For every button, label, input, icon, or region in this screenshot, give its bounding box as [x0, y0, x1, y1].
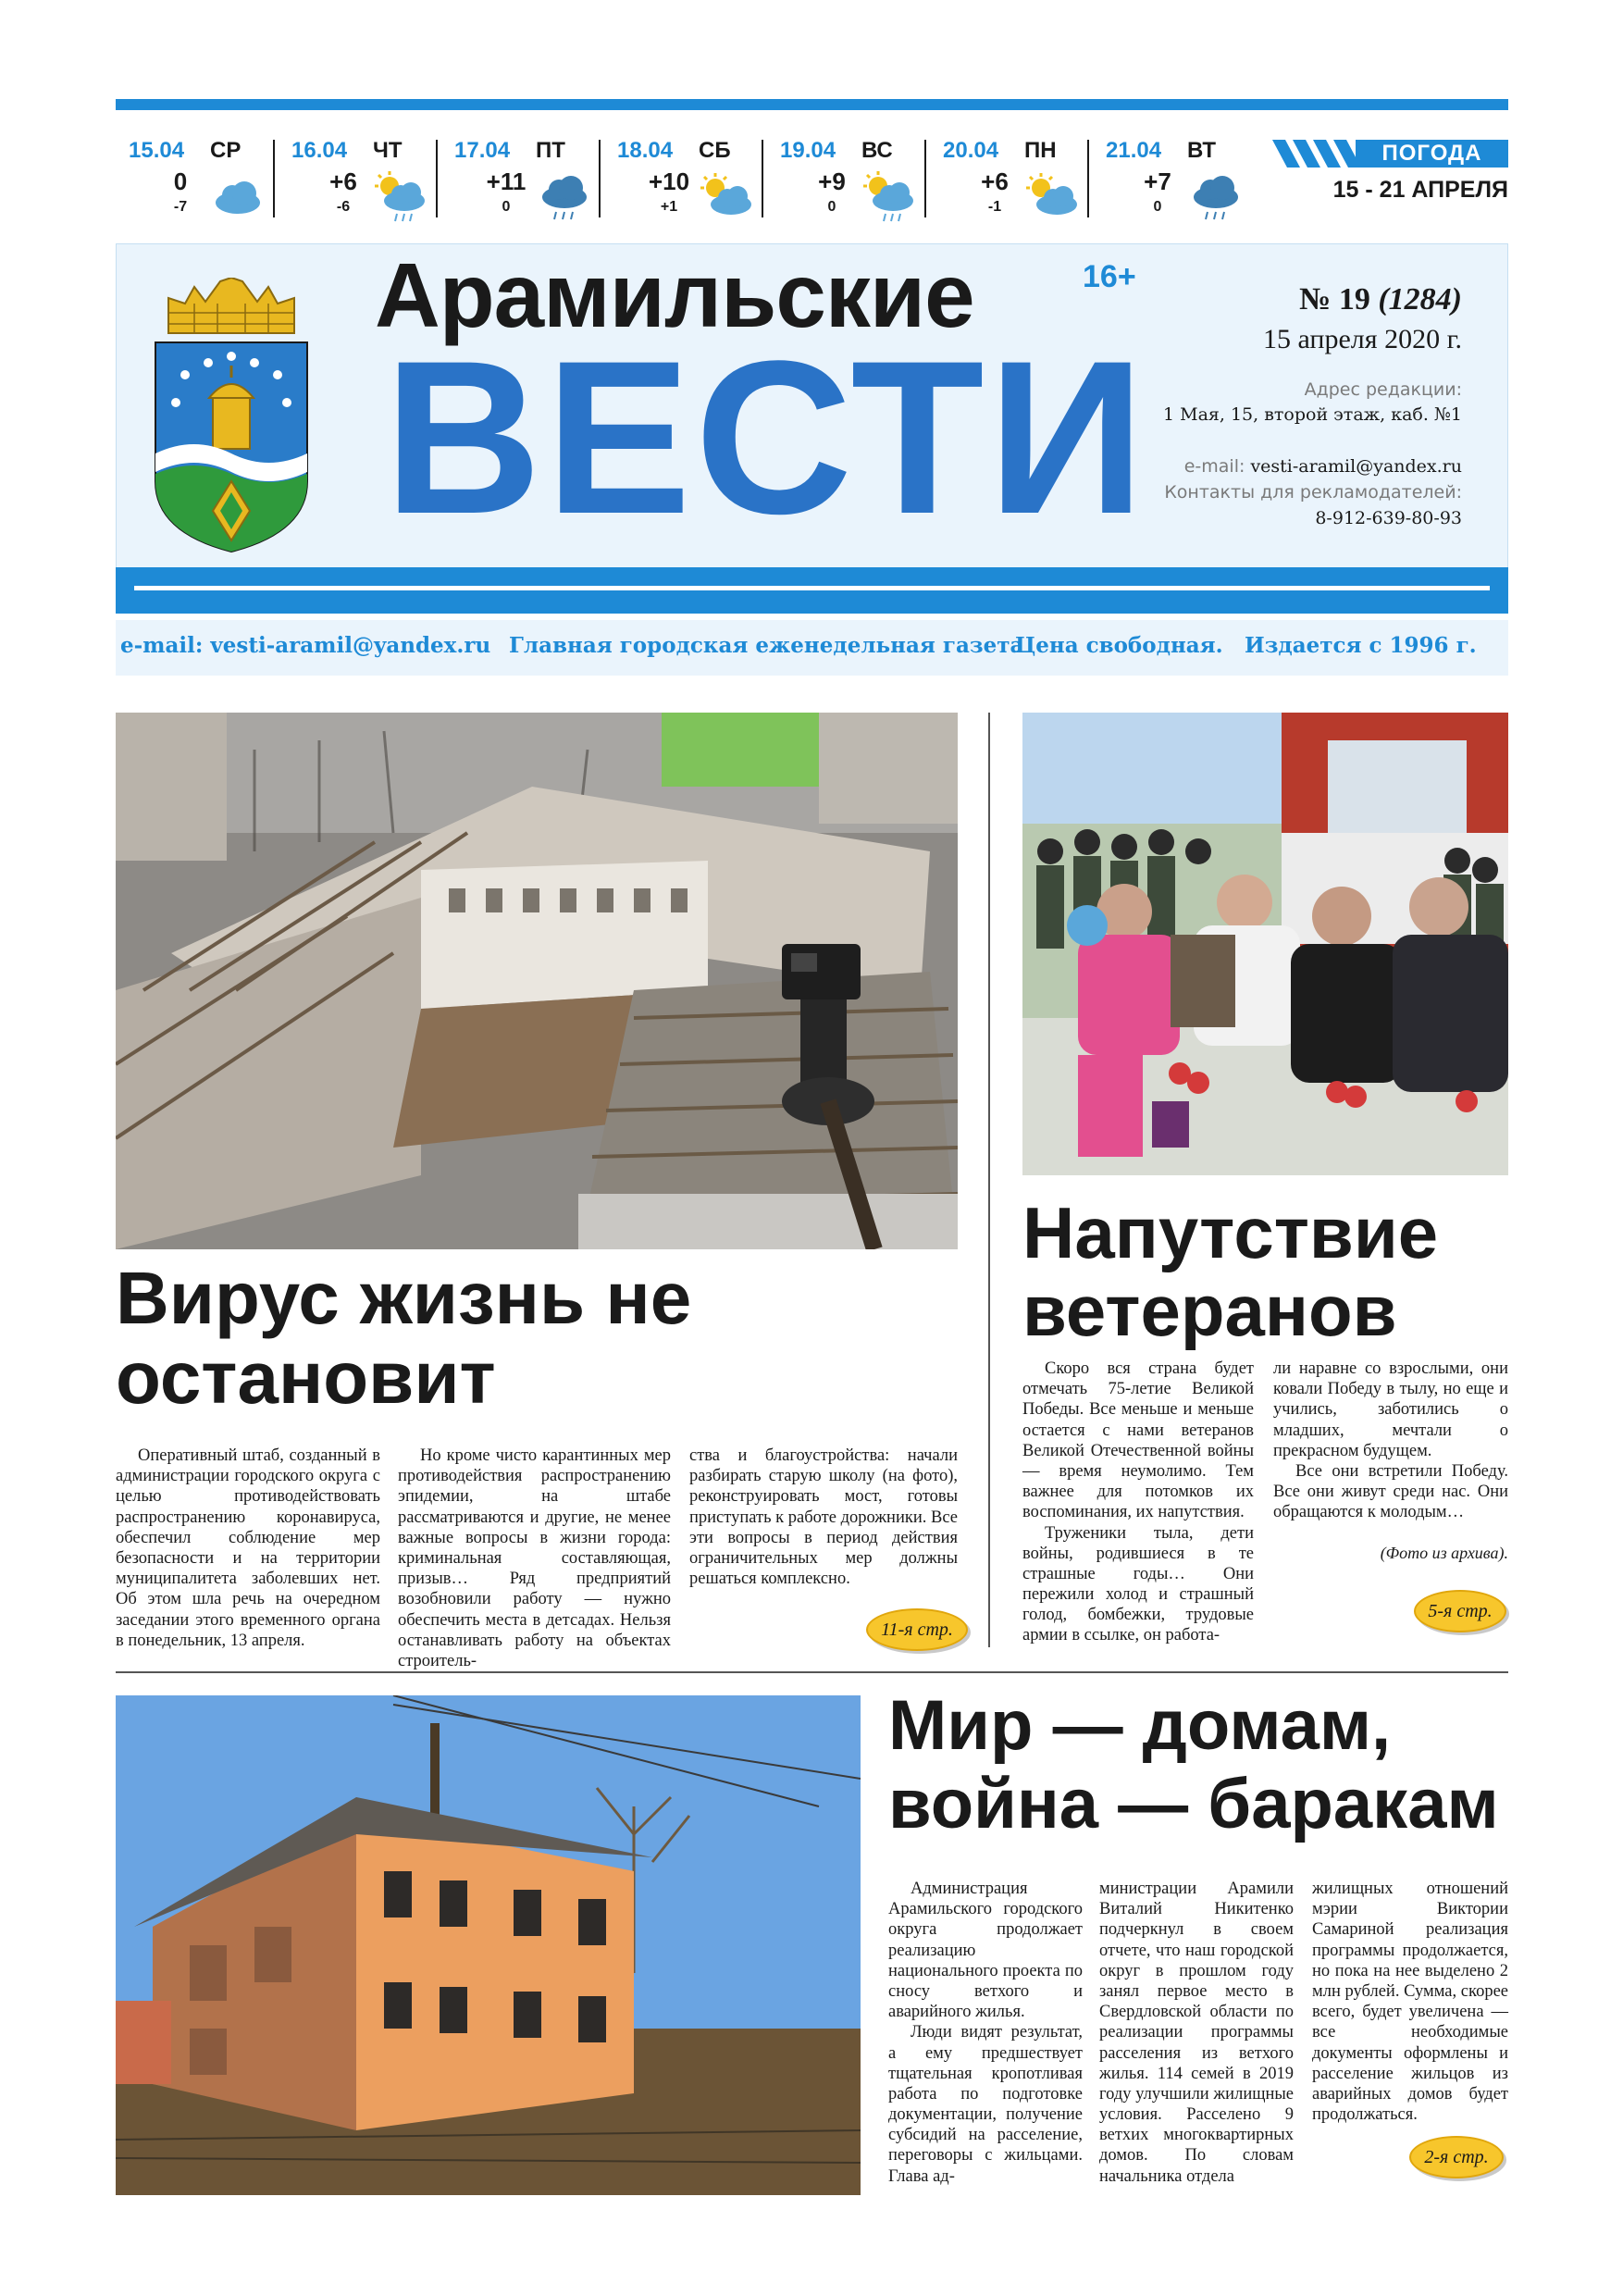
- story3-column-2: министрации Арамили Виталий Никитенко подчеркнул в своем отчете, что наш городской округ в прошлом году занял первое место в Свердловской области по реализации программы расселения из ветхого жилья. 114 семей в 2019 году улучшили жилищные условия. Расселено 9 ветхих многоквартирных домов. По словам начальника отдела: [1099, 1880, 1294, 2186]
- weather-day: [930, 127, 1087, 236]
- sun-cloud-rain-icon: [373, 171, 430, 225]
- weather-date: 21.04: [1106, 138, 1162, 163]
- photo-old-school-image: [116, 713, 958, 1249]
- weather-dow: ПТ: [536, 138, 565, 163]
- weather-separator: [762, 140, 763, 217]
- issue-total-value: (1284): [1378, 282, 1462, 316]
- rain-cloud-icon: [536, 171, 593, 225]
- weather-high: +11: [486, 168, 527, 195]
- weather-separator: [599, 140, 601, 217]
- weather-separator: [1087, 140, 1089, 217]
- top-rule: [116, 99, 1508, 110]
- sun-cloud-rain-icon: [861, 171, 919, 225]
- weather-header: [1263, 136, 1508, 229]
- horizontal-rule: [116, 1671, 1508, 1673]
- story2-paragraph: Скоро вся страна будет отмечать 75-летие Великой Победы. Все меньше и меньше остается с нами ветеранов Великой Отечественной войны — время неумолимо. Тем важнее для потомков их воспоминания, их напутствия.: [1022, 1359, 1254, 1522]
- story2-paragraph: ли наравне со взрослыми, они ковали Победу в тылу, но еще и учились, заботились о младших, мечтали о прекрасном будущем.: [1273, 1359, 1508, 1460]
- story2-photo-caption: (Фото из архива).: [1380, 1544, 1508, 1562]
- weather-day: [116, 127, 273, 236]
- weather-date: 19.04: [780, 138, 836, 163]
- story3-paragraph: Люди видят результат, а ему предшествует тщательная кропотливая работа по подготовке документации, получение субсидий на расселение, переговоры с жильцами. Глава ад-: [888, 2023, 1083, 2186]
- weather-high: +9: [818, 168, 846, 195]
- story3-headline-line1: Мир — домам,: [888, 1686, 1392, 1765]
- info-email[interactable]: e-mail: vesti-aramil@yandex.ru: [120, 633, 491, 658]
- weather-date: 18.04: [617, 138, 674, 163]
- weather-low: -1: [987, 199, 1002, 215]
- issue-date: 15 апреля 2020 г.: [1263, 324, 1462, 354]
- weather-low: -7: [173, 199, 188, 215]
- weather-low: 0: [827, 199, 836, 215]
- info-price: Цена свободная.: [1015, 633, 1223, 658]
- story1-column-3: ства и благоустройства: начали разбирать старую школу (на фото), реконструировать мост, готовы приступать к работе дорожники. Все эти вопросы в период действия ограничительных мер должны решаться комплексно.: [689, 1446, 958, 1589]
- weather-day: [1093, 127, 1250, 236]
- info-description: Главная городская еженедельная газета: [509, 633, 1024, 658]
- stripes-decoration: [1272, 140, 1356, 168]
- weather-high: +6: [981, 168, 1009, 195]
- address-label: Адрес редакции:: [1304, 379, 1462, 400]
- masthead-bottom-band: [116, 567, 1508, 614]
- story2-column-2: [1273, 1359, 1508, 1523]
- address-value: 1 Мая, 15, второй этаж, каб. №1: [1162, 404, 1462, 425]
- cloud-icon: [210, 171, 267, 225]
- story2-paragraph: Труженики тыла, дети войны, родившиеся в те страшные годы… Они пережили холод и страшный голод, бомбежки, трудовые армии в ссылке, он работа-: [1022, 1523, 1254, 1645]
- story1-headline-line2: остановит: [116, 1336, 496, 1420]
- newspaper-title-main: ВЕСТИ: [384, 316, 1149, 560]
- weather-date: 15.04: [129, 138, 185, 163]
- photo-veterans-image: [1022, 713, 1508, 1175]
- story3-headline-line2: война — баракам: [888, 1765, 1499, 1844]
- weather-day: [279, 127, 436, 236]
- story3-paragraph: Администрация Арамильского городского округа продолжает реализацию национального проекта по сносу ветхого и аварийного жилья.: [888, 1880, 1083, 2022]
- sun-cloud-icon: [699, 171, 756, 225]
- weather-low: 0: [1153, 199, 1162, 215]
- weather-high: +10: [648, 168, 690, 195]
- story3-headline: [888, 1686, 1499, 1843]
- story3-column-3: жилищных отношений мэрии Виктории Самариной реализация программы продолжается, но пока на нее выделено 2 млн рублей. Сумма, скорее всего, будет увеличена — все необходимые документы оформлены и расселение жильцов из аварийных домов будет продолжаться.: [1312, 1880, 1508, 2125]
- info-since: Издается с 1996 г.: [1245, 633, 1477, 658]
- weather-dow: ВС: [861, 138, 893, 163]
- weather-low: 0: [502, 199, 511, 215]
- story2-headline-line1: Напутствие: [1022, 1192, 1439, 1273]
- email-label: e-mail:: [1183, 456, 1245, 477]
- weather-separator: [436, 140, 438, 217]
- story1-headline-line1: Вирус жизнь не: [116, 1257, 692, 1339]
- weather-date: 16.04: [291, 138, 348, 163]
- weather-dow: СР: [210, 138, 242, 163]
- photo-old-barrack-image: [116, 1695, 861, 2195]
- weather-separator: [924, 140, 926, 217]
- weather-high: 0: [173, 168, 188, 195]
- weather-dow: ПН: [1024, 138, 1057, 163]
- coat-of-arms-icon: [148, 278, 315, 555]
- story2-paragraph: Все они встретили Победу. Все они живут среди нас. Они обращаются к молодым…: [1273, 1461, 1508, 1522]
- weather-dow: СБ: [699, 138, 731, 163]
- weather-high: +7: [1144, 168, 1171, 195]
- masthead-line: [134, 586, 1490, 590]
- weather-day: [604, 127, 762, 236]
- weather-date: 20.04: [943, 138, 999, 163]
- story2-column-1: [1022, 1359, 1254, 1646]
- age-rating: 16+: [1083, 259, 1136, 294]
- weather-dow: ВТ: [1187, 138, 1217, 163]
- weather-separator: [273, 140, 275, 217]
- story1-page-ref[interactable]: 11-я стр.: [866, 1608, 968, 1651]
- sun-cloud-icon: [1024, 171, 1082, 225]
- story2-headline: [1022, 1192, 1439, 1352]
- weather-range: 15 - 21 АПРЕЛЯ: [1332, 177, 1508, 203]
- weather-day: [767, 127, 924, 236]
- issue-number: [1157, 282, 1462, 317]
- story1-column-2: Но кроме чисто карантинных мер противодействия распространению эпидемии, на штабе рассматриваются и другие, не менее важные вопросы в жизни города: криминальная составляющая, призыв… Ряд предприятий возобновили работу — нужно обеспечить места в детсадах. Нельзя останавливать работу на объектах строитель-: [398, 1446, 671, 1670]
- ads-phone: 8-912-639-80-93: [1315, 508, 1462, 528]
- story1-column-1: Оперативный штаб, созданный в администрации городского округа с целью противодействовать распространению коронавируса, обеспечил соблюдение мер безопасности и на территории муниципалитета заболевших нет. Об этом шла речь на очередном заседании этого временного органа в понедельник, 13 апреля.: [116, 1446, 380, 1650]
- ads-label: Контакты для рекламодателей:: [1164, 482, 1462, 503]
- story2-page-ref[interactable]: 5-я стр.: [1414, 1590, 1506, 1632]
- issue-number-value: № 19: [1299, 282, 1370, 316]
- rain-cloud-icon: [1187, 171, 1245, 225]
- weather-day: [441, 127, 599, 236]
- weather-date: 17.04: [454, 138, 511, 163]
- photo-veterans: [1022, 713, 1508, 1175]
- weather-low: -6: [336, 199, 351, 215]
- story1-headline: [116, 1259, 691, 1419]
- photo-old-school-roof: [116, 713, 958, 1249]
- photo-old-barrack: [116, 1695, 861, 2195]
- weather-dow: ЧТ: [373, 138, 403, 163]
- story3-page-ref[interactable]: 2-я стр.: [1409, 2136, 1504, 2178]
- story2-headline-line2: ветеранов: [1022, 1270, 1397, 1352]
- info-bar: [116, 620, 1508, 676]
- weather-low: +1: [660, 199, 678, 215]
- weather-strip: [116, 116, 1508, 236]
- story3-column-1: [888, 1879, 1083, 2187]
- weather-badge: ПОГОДА: [1356, 140, 1508, 168]
- email-row: [1018, 456, 1462, 477]
- weather-high: +6: [329, 168, 357, 195]
- email-value[interactable]: vesti-aramil@yandex.ru: [1250, 456, 1462, 477]
- column-rule: [988, 713, 990, 1647]
- newspaper-title-top: Арамильские: [375, 244, 974, 346]
